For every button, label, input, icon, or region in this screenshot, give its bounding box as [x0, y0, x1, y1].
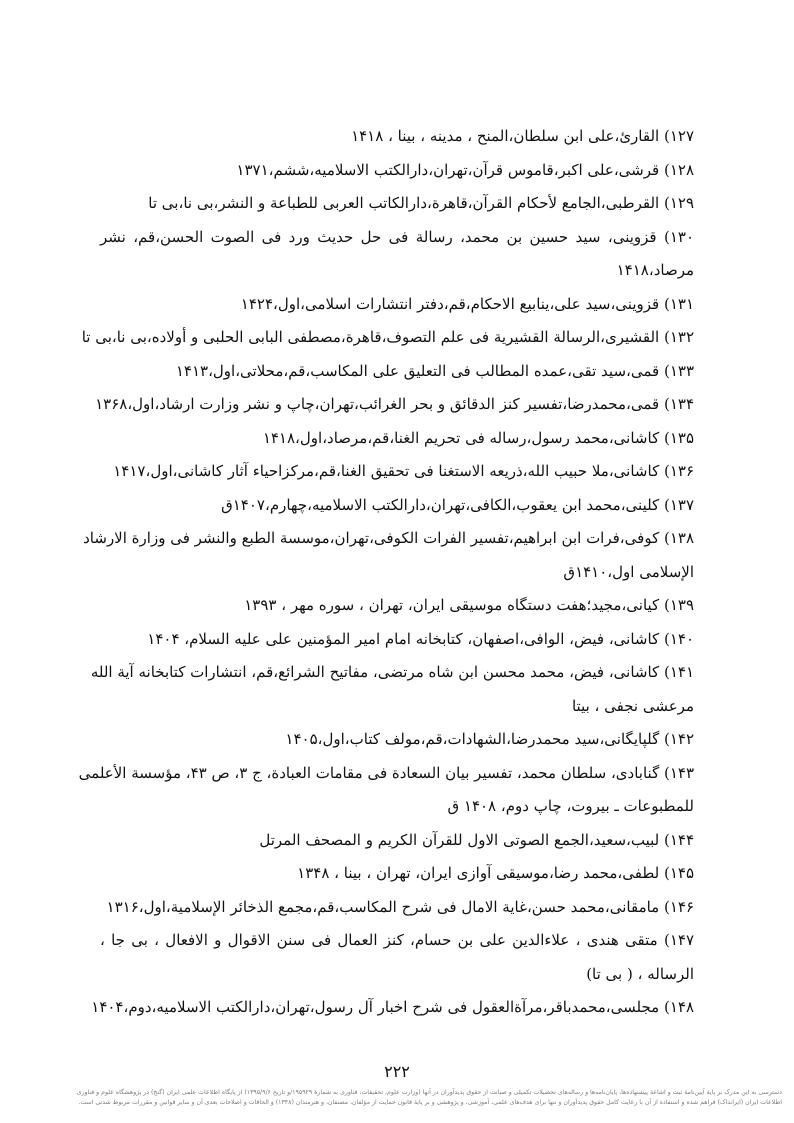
bibliography-entry-line: ۱۳۰) قزوینی، سید حسین بن محمد، رسالة فی حل حدیث ورد فی الصوت الحسن،قم، نشر	[100, 227, 694, 246]
bibliography-entry-line: ۱۴۳) گنابادی، سلطان محمد، تفسیر بیان السعادة فی مقامات العبادة، ج ۳، ص ۴۳، مؤسسة الأعلمی	[78, 763, 694, 782]
bibliography-entry	[100, 824, 694, 858]
bibliography-entry-line: ۱۴۶) مامقانی،محمد حسن،غایة الامال فی شرح المکاسب،قم،مجمع الذخائر الإسلامیة،اول،۱۳۱۶	[106, 897, 694, 916]
bibliography-entry	[100, 623, 694, 657]
bibliography-entry-line: ۱۳۹) کیانی،مجید؛هفت دستگاه موسیقی ایران، تهران ، سوره مهر ، ۱۳۹۳	[244, 596, 694, 614]
bibliography-entry-line: مرعشی نجفی ، بیتا	[571, 696, 694, 715]
bibliography-entry-line: ۱۲۸) قرشی،علی اکبر،قاموس قرآن،تهران،دارالکتب الاسلامیه،ششم،۱۳۷۱	[236, 160, 694, 179]
bibliography-entry	[100, 120, 694, 154]
page-number: ۲۲۲	[384, 1062, 410, 1081]
bibliography-entry-line: ۱۴۴) لبیب،سعید،الجمع الصوتی الاول للقرآن الکریم و المصحف المرتل	[259, 830, 694, 849]
bibliography-entry	[81, 321, 694, 355]
bibliography-entry-line: ۱۲۷) القاریٔ،علی ابن سلطان،المنح ، مدینه ، بینا ، ۱۴۱۸	[351, 127, 694, 145]
bibliography-entry-line: ۱۳۲) القشیری،الرسالة القشیریة فی علم التصوف،قاهرة،مصطفی البابی الحلبی و أولاده،بی نا،بی تا	[81, 328, 694, 346]
bibliography-entry	[91, 991, 694, 1025]
bibliography-list	[78, 120, 694, 1025]
footer-copyright-notice	[12, 1088, 782, 1108]
bibliography-entry	[100, 723, 694, 757]
bibliography-entry	[78, 757, 694, 824]
bibliography-entry-line: ۱۴۵) لطفی،محمد رضا،موسیقی آوازی ایران، تهران ، بینا ، ۱۳۴۸	[297, 864, 694, 882]
bibliography-entry	[100, 857, 694, 891]
bibliography-entry-line: ۱۳۱) قزوینی،سید علی،ینابیع الاحکام،قم،دفتر انتشارات اسلامی،اول،۱۴۲۴	[240, 294, 694, 313]
bibliography-entry	[100, 891, 694, 925]
bibliography-entry	[95, 388, 694, 422]
bibliography-entry	[100, 422, 694, 456]
bibliography-entry	[100, 221, 694, 288]
bibliography-entry-line: ۱۳۷) کلینی،محمد ابن یعقوب،الکافی،تهران،دارالکتب الاسلامیه،چهارم،۱۴۰۷ق	[221, 495, 694, 514]
bibliography-entry	[90, 656, 694, 723]
bibliography-entry	[100, 288, 694, 322]
bibliography-entry	[100, 187, 694, 221]
bibliography-entry	[100, 589, 694, 623]
bibliography-entry-line: ۱۴۲) گلپایگانی،سید محمدرضا،الشهادات،قم،مولف کتاب،اول،۱۴۰۵	[285, 730, 694, 748]
bibliography-entry-line: ۱۴۸) مجلسی،محمدباقر،مرآةالعقول فی شرح اخبار آل رسول،تهران،دارالکتب الاسلامیه،دوم،۱۴۰۴	[91, 998, 694, 1016]
bibliography-entry-line: ۱۲۹) القرطبی،الجامع لأحکام القرآن،قاهرة،دارالکاتب العربی للطباعة و النشر،بی نا،بی تا	[148, 194, 694, 212]
bibliography-entry-line: ۱۴۱) کاشانی، فیض، محمد محسن ابن شاه مرتضی، مفاتیح الشرائع،قم، انتشارات کتابخانه آیة الله	[90, 663, 694, 681]
bibliography-entry-line: للمطبوعات ـ بیروت، چاپ دوم، ۱۴۰۸ ق	[447, 797, 694, 815]
footer-line: اطلاعات ایران (ایرانداک) فراهم شده و استفاده از آن با رعایت کامل حقوق پدیدآوران و تنها برای هدف‌های علمی، آموزشی، و پژوهشی و بر پایهٔ قانون حمایت از مؤلفان، مصنفان، و هنرمندان (۱۳۴۸) و الحاقات و اصلاحات بعدی آن و سایر قوانین و مقررات مربوط شدنی است.	[78, 1099, 782, 1106]
bibliography-entry	[100, 455, 694, 489]
bibliography-entry-line: الرساله ، ( بی تا)	[586, 964, 694, 983]
bibliography-entry-line: ۱۴۷) متقی هندی ، علاءالدین علی بن حسام، کنز العمال فی سنن الاقوال و الافعال ، بی جا ،	[100, 931, 694, 949]
bibliography-entry	[100, 489, 694, 523]
bibliography-entry-line: ۱۳۸) کوفی،فرات ابن ابراهیم،تفسیر الفرات الکوفی،تهران،موسسة الطبع والنشر فی وزارة الارشاد	[83, 529, 694, 547]
bibliography-entry	[83, 522, 694, 589]
bibliography-entry-line: ۱۳۵) کاشانی،محمد رسول،رساله فی تحریم الغنا،قم،مرصاد،اول،۱۴۱۸	[262, 428, 694, 447]
bibliography-entry-line: مرصاد،۱۴۱۸	[616, 261, 694, 279]
bibliography-entry	[100, 154, 694, 188]
bibliography-entry-line: ۱۴۰) کاشانی، فیض، الوافی،اصفهان، کتابخانه امام امیر المؤمنین علی علیه السلام، ۱۴۰۴	[147, 629, 694, 648]
bibliography-entry-line: الإسلامی اول،۱۴۱۰ق	[563, 562, 694, 581]
bibliography-entry-line: ۱۳۶) کاشانی،ملا حبیب الله،ذریعه الاستغنا فی تحقیق الغنا،قم،مرکزاحیاء آثار کاشانی،اول،۱۴۱۷	[113, 462, 694, 480]
bibliography-entry-line: ۱۳۳) قمی،سید تقی،عمده المطالب فی التعلیق علی المکاسب،قم،محلاتی،اول،۱۴۱۳	[175, 361, 694, 380]
footer-line: دسترسی به این مدرک بر پایهٔ آیین‌نامهٔ ثبت و اشاعهٔ پیشنهاده‌ها، پایان‌نامه‌ها و رساله‌های تحصیلات تکمیلی و صیانت از حقوق پدیدآوران در آنها (وزارت علوم، تحقیقات، فناوری به شمارهٔ ۱۹۵۹۲۹/و تاریخ ۱۳۹۵/۹/۶) از پایگاه اطلاعات علمی ایران (گنج) در پژوهشگاه علوم و فناوری	[76, 1089, 782, 1096]
bibliography-entry	[100, 355, 694, 389]
bibliography-entry	[100, 924, 694, 991]
bibliography-entry-line: ۱۳۴) قمی،محمدرضا،تفسیر کنز الدقائق و بحر الغرائب،تهران،چاپ و نشر وزارت ارشاد،اول،۱۳۶۸	[95, 395, 694, 413]
